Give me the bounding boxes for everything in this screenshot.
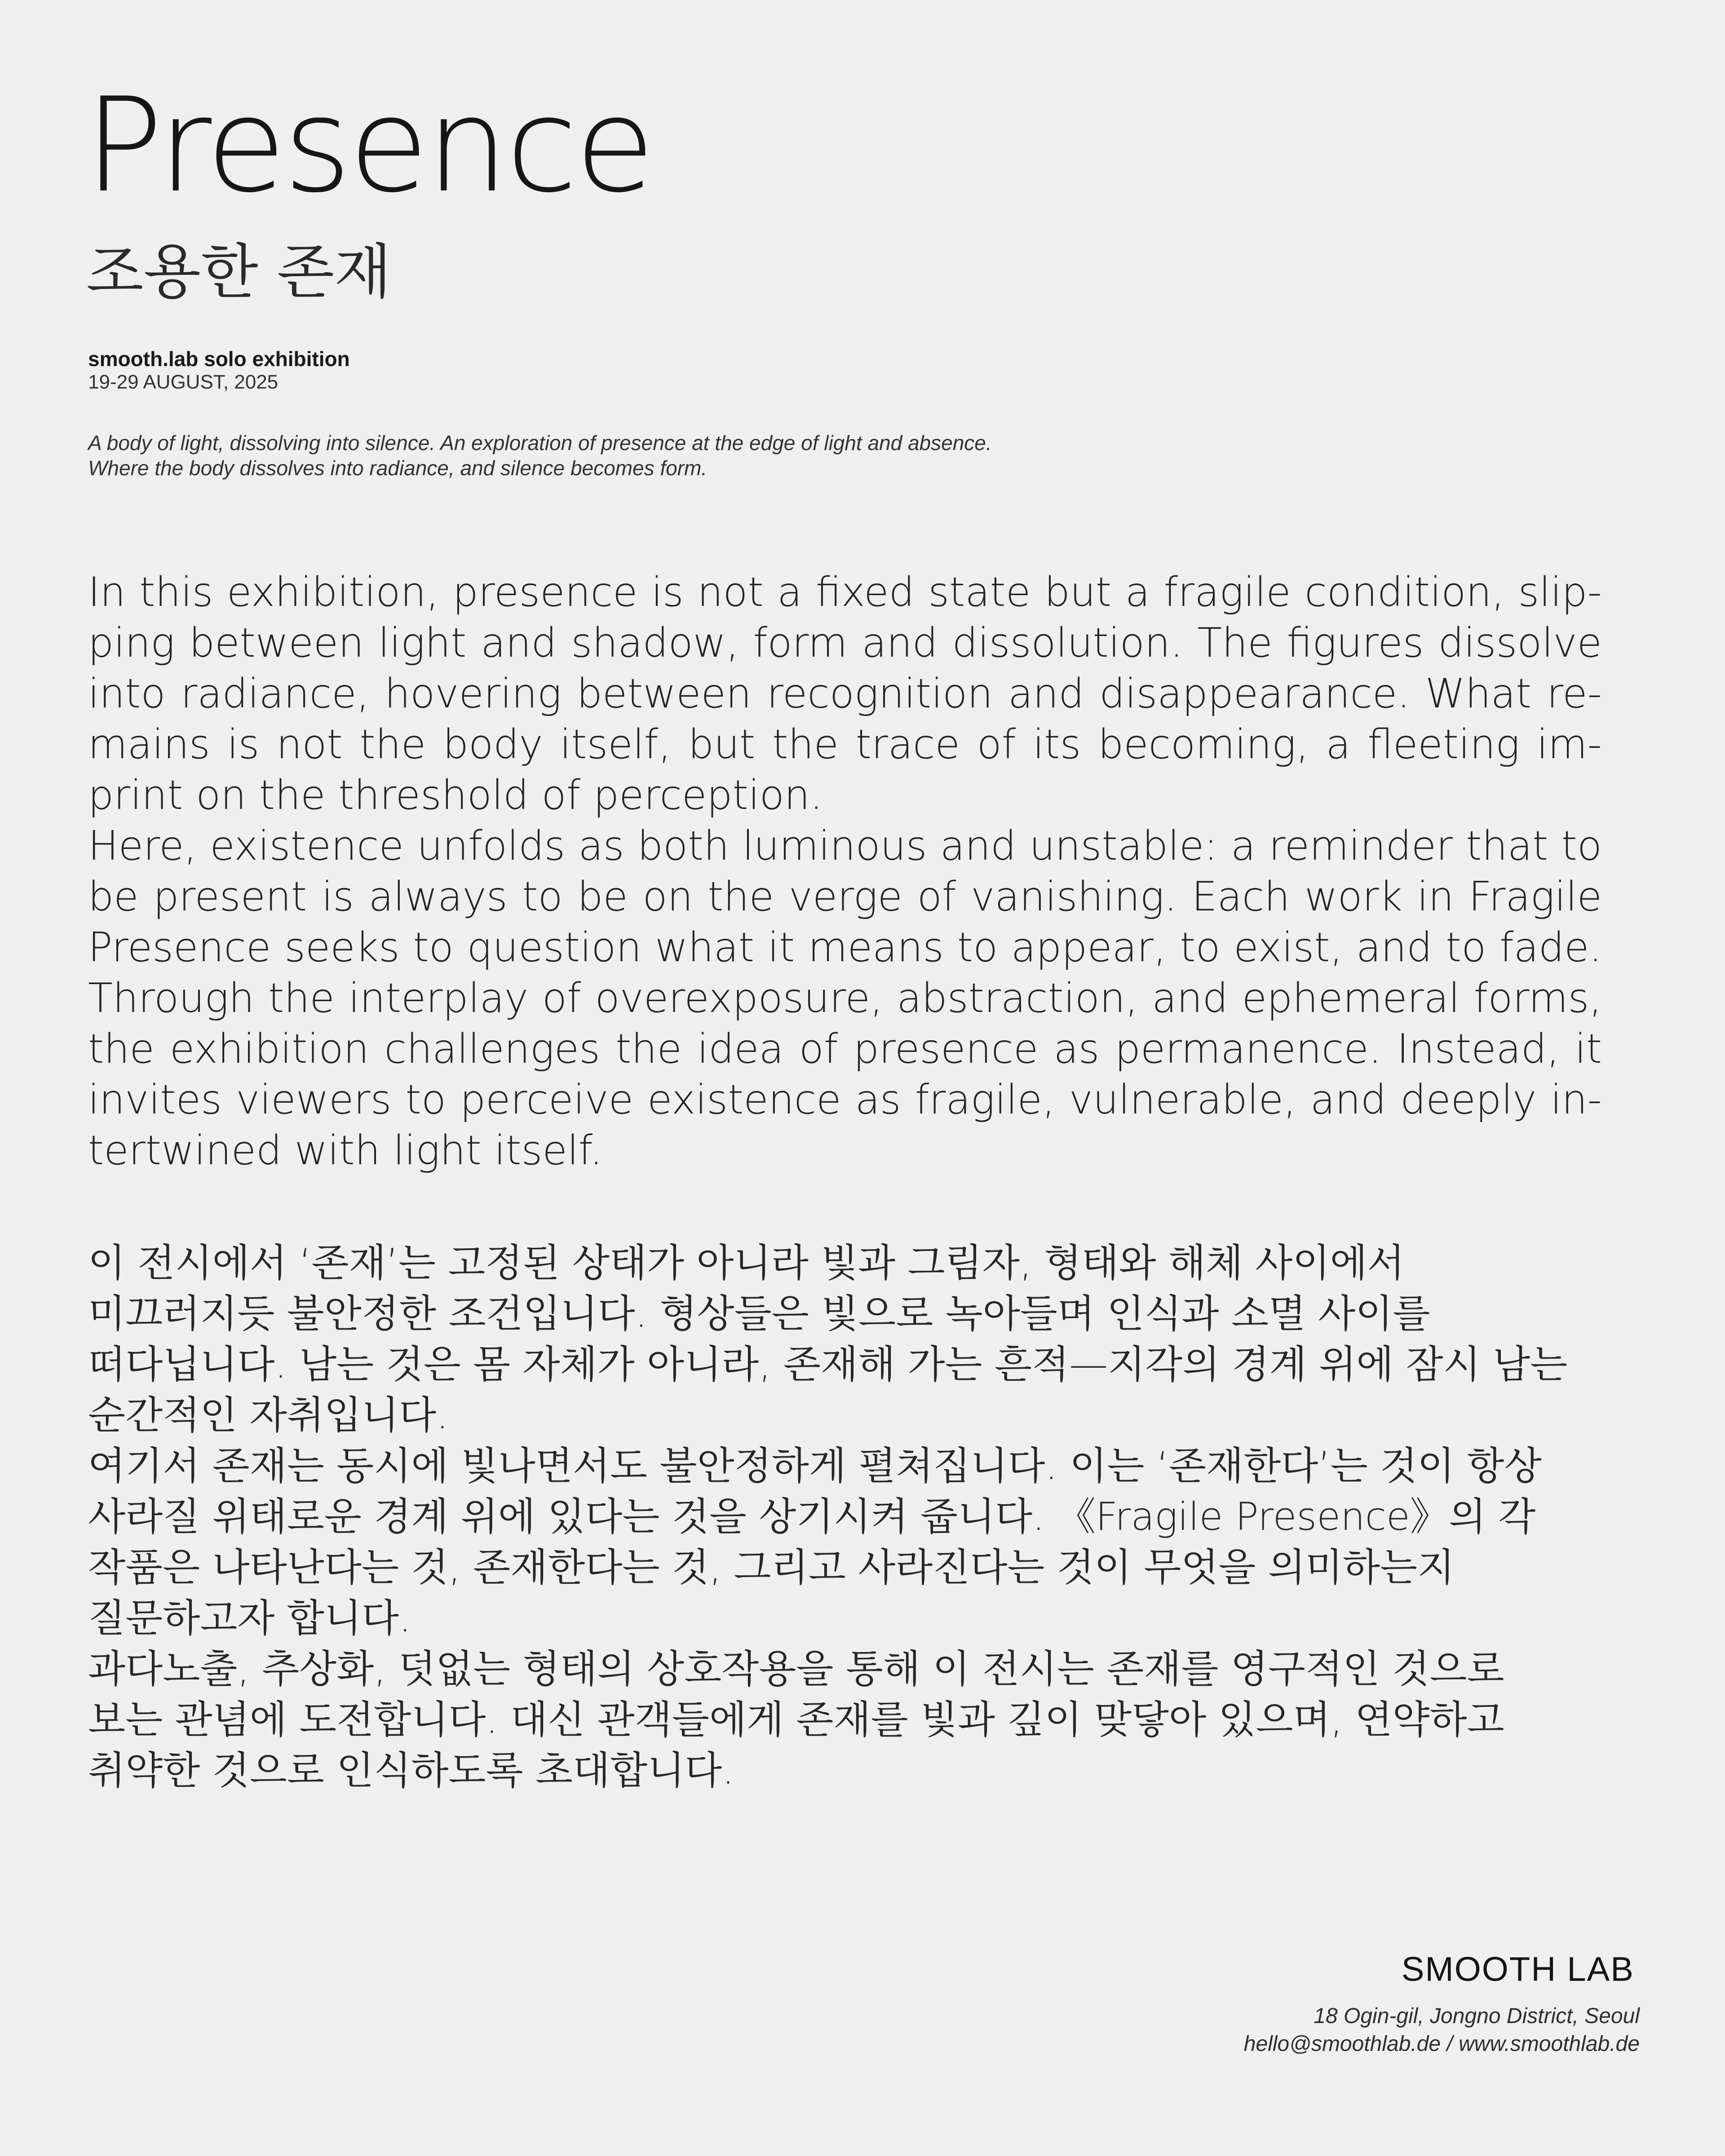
statement-line: Through the interplay of overexposure, abstraction, and ephemeral forms, (88, 975, 1602, 1022)
contact-info (1244, 2002, 1640, 2058)
statement-line: into radiance, hovering between recognition and disappearance. What re- (88, 670, 1602, 717)
statement-line-ko: 떠다닙니다. 남는 것은 몸 자체가 아니라, 존재해 가는 흔적—지각의 경계 위에 잠시 남는 (88, 1342, 1568, 1387)
statement-line-ko: 과다노출, 추상화, 덧없는 형태의 상호작용을 통해 이 전시는 존재를 영구적인 것으로 (88, 1647, 1504, 1692)
statement-line-ko: 여기서 존재는 동시에 빛나면서도 불안정하게 펼쳐집니다. 이는 ‘존재한다’는 것이 항상 (88, 1444, 1542, 1489)
statement-line-ko: 보는 관념에 도전합니다. 대신 관객들에게 존재를 빛과 깊이 맞닿아 있으며, 연약하고 (88, 1697, 1504, 1742)
exhibition-name: smooth.lab solo exhibition (88, 347, 350, 371)
statement-line-ko: 순간적인 자취입니다. (88, 1393, 449, 1438)
exhibition-meta (88, 347, 350, 393)
statement-line-ko: 이 전시에서 ‘존재’는 고정된 상태가 아니라 빛과 그림자, 형태와 해체 사이에서 (88, 1241, 1405, 1286)
statement-line: Here, existence unfolds as both luminous and unstable: a reminder that to (88, 822, 1602, 870)
exhibition-dates: 19-29 AUGUST, 2025 (88, 371, 279, 393)
contact-links: hello@smoothlab.de / www.smoothlab.de (1243, 2032, 1640, 2056)
tagline-line: A body of light, dissolving into silence. An exploration of presence at the edge of light and absence. (88, 431, 992, 455)
statement-line-ko: 사라질 위태로운 경계 위에 있다는 것을 상기시켜 줍니다. 《Fragile Presence》의 각 (88, 1494, 1536, 1539)
statement-line: print on the threshold of perception. (88, 772, 823, 819)
tagline-line: Where the body dissolves into radiance, and silence becomes form. (88, 456, 708, 480)
exhibition-title: Presence (84, 70, 653, 221)
statement-line: Presence seeks to question what it means to appear, to exist, and to fade. (88, 924, 1602, 971)
statement-line: mains is not the body itself, but the trace of its becoming, a fleeting im- (88, 721, 1602, 768)
statement-line: be present is always to be on the verge of vanishing. Each work in Fragile (88, 873, 1602, 920)
statement-line: tertwined with light itself. (88, 1127, 603, 1174)
address: 18 Ogin-gil, Jongno District, Seoul (1314, 2004, 1640, 2028)
statement-line-ko: 질문하고자 합니다. (88, 1596, 411, 1641)
statement-line-ko: 미끄러지듯 불안정한 조건입니다. 형상들은 빛으로 녹아들며 인식과 소멸 사이를 (88, 1291, 1430, 1336)
korean-statement (88, 1238, 1615, 1796)
statement-line: ping between light and shadow, form and dissolution. The figures dissolve (88, 619, 1602, 667)
statement-line-ko: 취약한 것으로 인식하도록 초대합니다. (88, 1748, 734, 1793)
tagline (88, 430, 992, 481)
footer (1244, 1949, 1640, 2058)
statement-line-ko: 작품은 나타난다는 것, 존재한다는 것, 그리고 사라진다는 것이 무엇을 의미하는지 (88, 1545, 1455, 1590)
korean-subtitle: 조용한 존재 (86, 238, 392, 307)
brand-name: SMOOTH LAB (1401, 1950, 1634, 1988)
statement-line: invites viewers to perceive existence as fragile, vulnerable, and deeply in- (88, 1076, 1602, 1123)
statement-line: In this exhibition, presence is not a fixed state but a fragile condition, slip- (88, 569, 1602, 616)
english-statement (88, 567, 1602, 1176)
statement-line: the exhibition challenges the idea of presence as permanence. Instead, it (88, 1025, 1602, 1073)
